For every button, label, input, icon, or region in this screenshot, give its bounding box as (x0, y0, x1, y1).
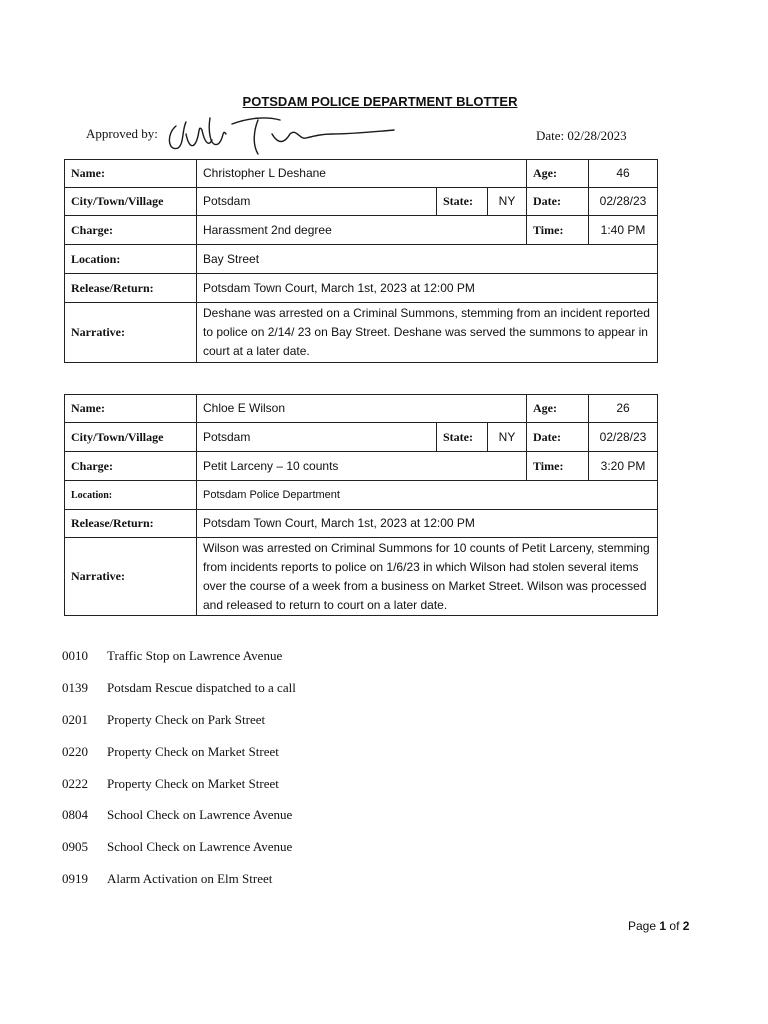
city-value: Potsdam (196, 422, 437, 452)
log-time: 0201 (62, 712, 88, 727)
age-label: Age: (526, 394, 589, 423)
log-time: 0010 (62, 648, 88, 663)
log-text: Potsdam Rescue dispatched to a call (107, 680, 296, 695)
narrative-value: Deshane was arrested on a Criminal Summons, stemming from an incident reported to police on 2/14/ 23 on Bay Street. Deshane was served the summons to appear in court at a later date. (196, 302, 658, 363)
location-value: Bay Street (196, 244, 658, 274)
log-time: 0139 (62, 680, 88, 695)
approved-by-label: Approved by: (86, 126, 158, 141)
charge-value: Petit Larceny – 10 counts (196, 451, 527, 481)
log-text: Property Check on Market Street (107, 776, 279, 791)
log-entry (62, 807, 292, 823)
name-label: Name: (64, 159, 197, 188)
log-text: Alarm Activation on Elm Street (107, 871, 273, 886)
city-label: City/Town/Village (64, 422, 197, 452)
state-label: State: (436, 422, 488, 452)
release-value: Potsdam Town Court, March 1st, 2023 at 12:00 PM (196, 509, 658, 538)
log-entry (62, 776, 279, 792)
location-value: Potsdam Police Department (196, 480, 658, 510)
date-label: Date: (526, 422, 589, 452)
page-title: POTSDAM POLICE DEPARTMENT BLOTTER (242, 94, 518, 109)
blotter-date: Date: 02/28/2023 (536, 128, 627, 143)
location-label: Location: (64, 244, 197, 274)
log-entry (62, 839, 292, 855)
log-time: 0220 (62, 744, 88, 759)
name-value: Chloe E Wilson (196, 394, 527, 423)
age-label: Age: (526, 159, 589, 188)
page-total: 2 (682, 919, 690, 933)
log-text: School Check on Lawrence Avenue (107, 807, 293, 822)
signature-image (162, 104, 402, 160)
log-text: Property Check on Market Street (107, 744, 279, 759)
release-value: Potsdam Town Court, March 1st, 2023 at 12:00 PM (196, 273, 658, 303)
page-current: 1 (659, 919, 667, 933)
log-entry (62, 744, 279, 760)
location-label: Location: (64, 480, 197, 510)
time-value: 1:40 PM (588, 215, 658, 245)
date-label: Date: (526, 187, 589, 216)
log-time: 0804 (62, 807, 88, 822)
log-text: School Check on Lawrence Avenue (107, 839, 293, 854)
time-label: Time: (526, 451, 589, 481)
city-label: City/Town/Village (64, 187, 197, 216)
log-entry (62, 680, 296, 696)
charge-label: Charge: (64, 451, 197, 481)
time-label: Time: (526, 215, 589, 245)
date-value: 02/28/23 (588, 422, 658, 452)
name-label: Name: (64, 394, 197, 423)
page-number (628, 919, 689, 933)
log-entry (62, 871, 272, 887)
log-text: Traffic Stop on Lawrence Avenue (107, 648, 283, 663)
age-value: 46 (588, 159, 658, 188)
time-value: 3:20 PM (588, 451, 658, 481)
log-text: Property Check on Park Street (107, 712, 266, 727)
page-of: of (669, 919, 680, 933)
charge-label: Charge: (64, 215, 197, 245)
state-value: NY (487, 422, 527, 452)
narrative-label: Narrative: (64, 537, 197, 616)
log-time: 0905 (62, 839, 88, 854)
log-entry (62, 648, 282, 664)
log-time: 0222 (62, 776, 88, 791)
narrative-label: Narrative: (64, 302, 197, 363)
narrative-value: Wilson was arrested on Criminal Summons for 10 counts of Petit Larceny, stemming from incidents reports to police on 1/6/23 in which Wilson had stolen several items over the course of a week from a business on Market Street. Wilson was processed and released to return to court on a later date. (196, 537, 658, 616)
state-value: NY (487, 187, 527, 216)
log-time: 0919 (62, 871, 88, 886)
log-entry (62, 712, 265, 728)
release-label: Release/Return: (64, 509, 197, 538)
age-value: 26 (588, 394, 658, 423)
name-value: Christopher L Deshane (196, 159, 527, 188)
date-value: 02/28/23 (588, 187, 658, 216)
charge-value: Harassment 2nd degree (196, 215, 527, 245)
city-value: Potsdam (196, 187, 437, 216)
state-label: State: (436, 187, 488, 216)
page-prefix: Page (628, 919, 657, 933)
release-label: Release/Return: (64, 273, 197, 303)
